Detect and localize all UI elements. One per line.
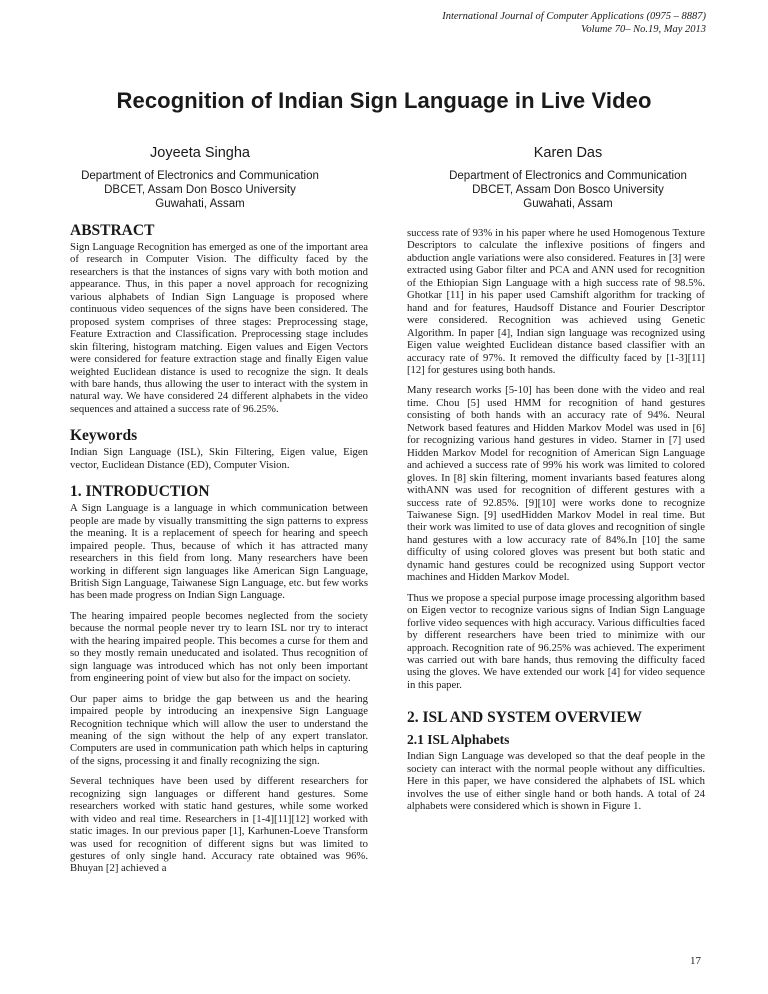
section-2-heading: 2. ISL AND SYSTEM OVERVIEW — [407, 709, 643, 727]
journal-header — [306, 10, 706, 36]
author-city: Guwahati, Assam — [155, 198, 245, 210]
intro-paragraph-6: Many research works [5-10] has been done with the video and real time. Chou [5] used HMM for recognition of hand gestures consisting of both hands with an accuracy rate of 94%. Neural Network based features and Hidden Markov Model was used in [6] for recognizing various hand gestures in video. Starner in [7] used Hidden Markov Model for recognition of American Sign Language and achieved a success rate of 99% his work was limited to colored gloves. In [8] skin filtering, moment invariants based features along withANN was used for recognition of different gestures with a success rate of 92.85%. [9][10] were works done to recognize Taiwanese Sign. [9] usedHidden Markov Model in real time. But their work was limited to use of data gloves and recognition of single hand gestures with a low accuracy rate of 84%.In [10] the same difficulty of using colored gloves was present but both static and dynamic hand gestures could be recognized using Support vector machines and Hidden Markov Model. — [407, 384, 705, 584]
author-department: Department of Electronics and Communication — [81, 170, 319, 182]
page-number: 17 — [690, 955, 701, 967]
left-column — [70, 222, 368, 875]
journal-volume: Volume 70– No.19, May 2013 — [581, 24, 706, 35]
intro-paragraph-1: A Sign Language is a language in which communication between people are made by visually transmitting the sign patterns to express the meaning. It is a replacement of speech for hearing and speech impaired people. Thus, because of which it has attracted many researchers in this field from long. Many researchers have been working in different sign languages like American Sign Language, British Sign Language, Taiwanese Sign Language, etc. but few works has been made progress on Indian Sign Language. — [70, 502, 368, 602]
section-2-1-heading: 2.1 ISL Alphabets — [407, 732, 510, 748]
intro-paragraph-4: Several techniques have been used by different researchers for recognizing sign languages or different hand gestures. Some researchers worked with static hand gestures, while some worked with video and real time. Researchers in [1-4][11][12] worked with static images. In our previous paper [1], Karhunen-Loeve Transform was used for recognition of different signs but was limited to gestures of only single hand. Accuracy rate obtained was 96%. Bhuyan [2] achieved a — [70, 775, 368, 875]
intro-paragraph-2: The hearing impaired people becomes neglected from the society because the normal people never try to learn ISL nor try to interact with the hearing impaired people. This becomes a curse for them and so they mostly remain uneducated and isolated. Thus recognition of sign language was introduced which has not only been important from engineering point of view but also for the impact on society. — [70, 609, 368, 685]
journal-name: International Journal of Computer Applications (0975 – 8887) — [442, 11, 706, 22]
abstract-text: Sign Language Recognition has emerged as one of the important area of research in Computer Vision. The difficulty faced by the researchers is that the instances of signs vary with both motion and appearance. Thus, in this paper a novel approach for recognizing various alphabets of Indian Sign Language is proposed where continuous video sequences of the signs have been considered. The proposed system comprises of three stages: Preprocessing stage, Feature Extraction and Classification. Preprocessing stage includes skin filtering, histogram matching. Eigen values and Eigen Vectors were considered for feature extraction stage and finally Eigen value weighted Euclidean distance is used to recognize the sign. It deals with bare hands, thus allowing the user to interact with the system in natural way. We have considered 24 different alphabets in the video sequences and attained a success rate of 96.25%. — [70, 241, 368, 415]
author-institution: DBCET, Assam Don Bosco University — [472, 184, 664, 196]
author-institution: DBCET, Assam Don Bosco University — [104, 184, 296, 196]
intro-paragraph-7: Thus we propose a special purpose image processing algorithm based on Eigen vector to recognize various signs of Indian Sign Language forlive video sequences with high accuracy. Various difficulties faced by different researchers have been tried to minimize with our approach. Recognition rate of 96.25% was achieved. The experiment was carried out with bare hands, thus removing the difficulty faced using the gloves. We have extended our work [4] for video sequence in this paper. — [407, 591, 705, 691]
author-department: Department of Electronics and Communication — [449, 170, 687, 182]
author-name: Karen Das — [533, 145, 603, 161]
section-2-1-text: Indian Sign Language was developed so that the deaf people in the society can interact with the normal people without any difficulties. Here in this paper, we have considered the alphabets of ISL which involves the use of either single hand or both hands. A total of 24 alphabets were considered which is shown in Figure 1. — [407, 750, 705, 813]
keywords-heading: Keywords — [70, 427, 138, 445]
abstract-heading: ABSTRACT — [70, 222, 155, 239]
author-city: Guwahati, Assam — [523, 198, 613, 210]
author-block-1 — [40, 145, 360, 211]
introduction-heading: 1. INTRODUCTION — [70, 483, 210, 501]
keywords-text: Indian Sign Language (ISL), Skin Filtering, Eigen value, Eigen vector, Euclidean Distance (ED), Computer Vision. — [70, 446, 368, 471]
intro-paragraph-3: Our paper aims to bridge the gap between us and the hearing impaired people by introducing an inexpensive Sign Language Recognition technique which will allow the user to understand the meaning of the sign without the help of any expert translator. Computers are used in communication path which helps in capturing of the signs, processing it and finally recognizing the sign. — [70, 692, 368, 767]
paper-title: Recognition of Indian Sign Language in Live Video — [116, 88, 652, 113]
author-name: Joyeeta Singha — [150, 145, 250, 161]
right-column — [407, 227, 705, 813]
intro-paragraph-5: success rate of 93% in his paper where he used Homogenous Texture Descriptors to calculate the inflexive positions of fingers and abduction angle variations were also considered. Features in [3] were extracted using Gabor filter and PCA and ANN used for recognition of the Ethiopian Sign Language with a high success rate of 98.5%. Ghotkar [11] in his paper used Camshift algorithm for tracking of hand and for features, Haudsoff Distance and Fourier Descriptor were considered. Recognition was achieved using Genetic Algorithm. In paper [4], Indian sign language was recognized using Eigen value weighted Euclidean distance based classifier with an accuracy rate of 97%. It removed the difficulty faced by [1-3][11][12] for gestures using both hands. — [407, 227, 705, 376]
author-block-2 — [408, 145, 728, 211]
